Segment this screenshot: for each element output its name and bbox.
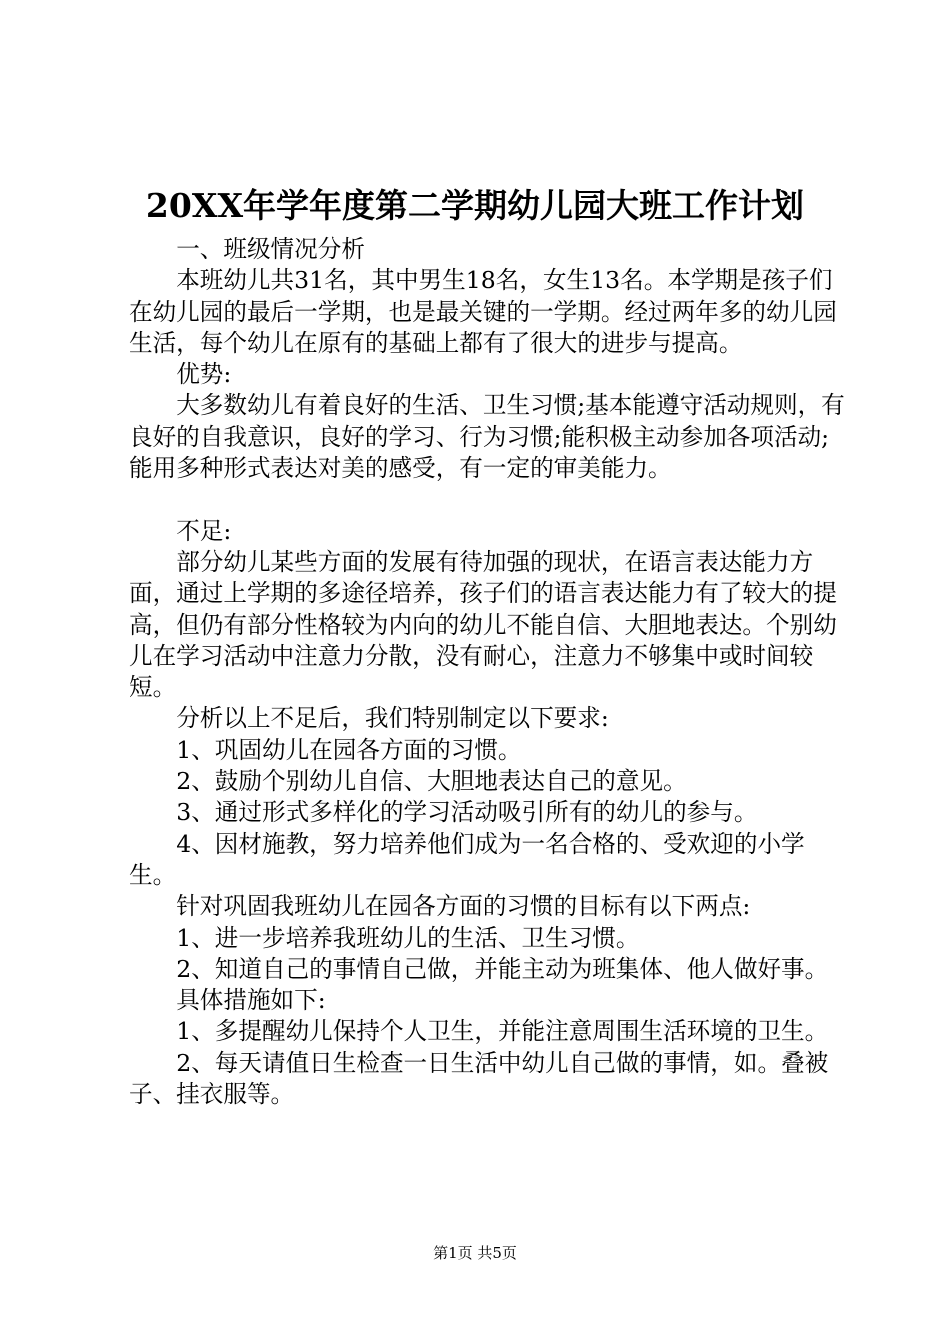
paragraph: 本班幼儿共31名，其中男生18名，女生13名。本学期是孩子们在幼儿园的最后一学期，也是最关键的一学期。经过两年多的幼儿园生活，每个幼儿在原有的基础上都有了很大的进步与提高。: [129, 266, 837, 357]
paragraph: 分析以上不足后，我们特别制定以下要求:: [176, 704, 609, 733]
list-item: 2、知道自己的事情自己做，并能主动为班集体、他人做好事。: [176, 954, 829, 983]
list-item: 1、进一步培养我班幼儿的生活、卫生习惯。: [176, 923, 640, 952]
document-title: 20XX年学年度第二学期幼儿园大班工作计划: [145, 186, 805, 225]
subheading-advantages: 优势:: [176, 360, 232, 389]
paragraph: 部分幼儿某些方面的发展有待加强的现状，在语言表达能力方面，通过上学期的多途径培养，孩子们的语言表达能力有了较大的提高，但仍有部分性格较为内向的幼儿不能自信、大胆地表达。个别幼儿在学习活动中注意力分散，没有耐心，注意力不够集中或时间较短。: [129, 547, 837, 702]
list-item: 3、通过形式多样化的学习活动吸引所有的幼儿的参与。: [176, 798, 758, 827]
list-item: 2、鼓励个别幼儿自信、大胆地表达自己的意见。: [176, 767, 687, 796]
paragraph: 大多数幼儿有着良好的生活、卫生习惯;基本能遵守活动规则，有良好的自我意识，良好的学习、行为习惯;能积极主动参加各项活动;能用多种形式表达对美的感受，有一定的审美能力。: [129, 391, 845, 483]
page-footer: 第1页 共5页: [433, 1244, 517, 1262]
list-item: 1、巩固幼儿在园各方面的习惯。: [176, 735, 522, 764]
paragraph: 具体措施如下:: [176, 986, 326, 1015]
list-item: 2、每天请值日生检查一日生活中幼儿自己做的事情，如。叠被子、挂衣服等。: [129, 1048, 829, 1109]
section-heading: 一、班级情况分析: [176, 235, 365, 263]
paragraph: 针对巩固我班幼儿在园各方面的习惯的目标有以下两点:: [176, 892, 751, 921]
blank-line: [129, 484, 849, 515]
subheading-shortcomings: 不足:: [176, 516, 232, 545]
document-body: [129, 234, 849, 1110]
list-item: 1、多提醒幼儿保持个人卫生，并能注意周围生活环境的卫生。: [176, 1017, 829, 1046]
list-item: 4、因材施教，努力培养他们成为一名合格的、受欢迎的小学生。: [129, 829, 805, 889]
